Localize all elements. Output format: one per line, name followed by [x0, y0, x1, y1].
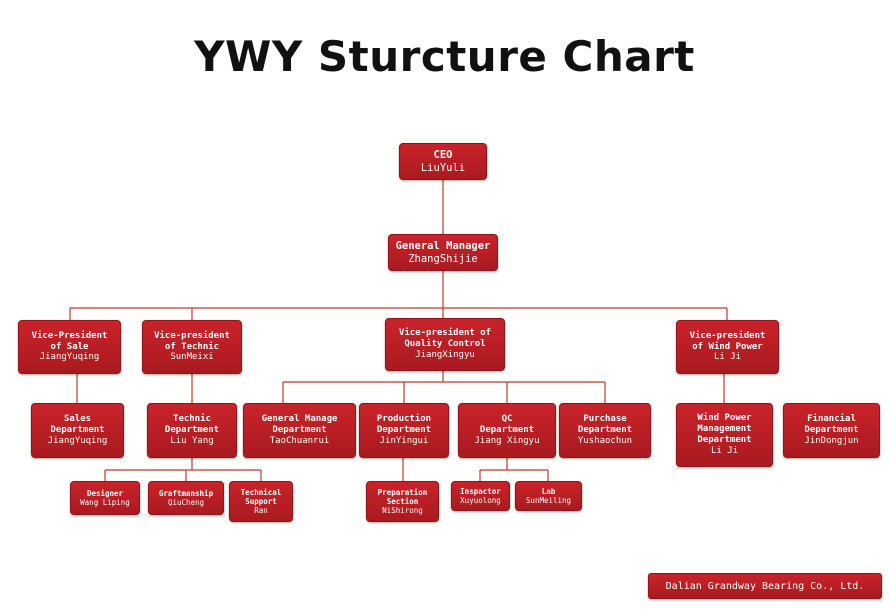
node-preparation-section[interactable]: [366, 481, 439, 522]
node-qc-department-line1: QC: [501, 414, 513, 425]
node-general-manager-line2: ZhangShijie: [408, 252, 478, 265]
node-vp-quality-control-line1: Vice-president of: [398, 328, 492, 339]
node-qc-department[interactable]: [458, 403, 556, 458]
node-qc-department-line2: Department: [479, 425, 535, 436]
node-technic-department-line2: Department: [164, 425, 220, 436]
node-purchase-department-line2: Department: [577, 425, 633, 436]
node-general-manage-department[interactable]: [243, 403, 356, 458]
node-general-manage-department-line1: General Manage: [261, 414, 338, 425]
node-sales-department[interactable]: [31, 403, 124, 458]
node-technical-support-line3: Ran: [254, 506, 268, 516]
node-vp-wind-power-line3: Li Ji: [713, 352, 742, 363]
node-vp-quality-control[interactable]: [385, 318, 505, 371]
node-preparation-section-line2: Section: [386, 496, 419, 506]
node-wind-power-management-department-line2: Management: [697, 424, 752, 435]
node-financial-department[interactable]: [783, 403, 880, 458]
node-vp-wind-power-line1: Vice-president: [689, 330, 766, 341]
node-designer-line1: Designer: [86, 488, 124, 498]
company-footer-banner: [648, 573, 882, 599]
node-graftmanship-line1: Graftmanship: [158, 488, 214, 498]
node-technic-department[interactable]: [147, 403, 237, 458]
node-production-department[interactable]: [359, 403, 449, 458]
node-vp-sale-line3: JiangYuqing: [39, 352, 100, 363]
node-general-manager[interactable]: [388, 234, 498, 271]
node-designer[interactable]: [70, 481, 140, 515]
company-footer-label: Dalian Grandway Bearing Co., Ltd.: [665, 580, 865, 592]
node-inspector-line1: Inspactor: [460, 486, 501, 496]
node-vp-sale[interactable]: [18, 320, 121, 374]
node-purchase-department[interactable]: [559, 403, 651, 458]
node-vp-sale-line2: of Sale: [50, 341, 89, 352]
node-general-manage-department-line3: TaoChuanrui: [269, 435, 330, 446]
node-vp-technic-line3: SunMeixi: [170, 352, 214, 363]
node-financial-department-line2: Department: [804, 425, 859, 436]
node-designer-line2: Wang Liping: [80, 498, 130, 507]
node-production-department-line1: Production: [376, 414, 432, 425]
node-wind-power-management-department-line1: Wind Power: [697, 413, 752, 424]
node-lab-line1: Lab: [541, 486, 556, 496]
node-graftmanship-line2: QiuCheng: [167, 498, 205, 507]
page-title: YWY Sturcture Chart: [194, 32, 695, 81]
node-vp-technic[interactable]: [142, 320, 242, 374]
node-technical-support-line2: Support: [245, 496, 277, 506]
node-vp-quality-control-line2: Quality Control: [404, 339, 486, 350]
node-vp-technic-line1: Vice-president: [154, 330, 230, 341]
node-vp-wind-power-line2: of Wind Power: [692, 341, 763, 352]
node-preparation-section-line1: Preparation: [377, 487, 428, 497]
node-vp-quality-control-line3: JiangXingyu: [415, 349, 475, 360]
node-purchase-department-line1: Purchase: [583, 414, 627, 425]
node-wind-power-management-department[interactable]: [676, 403, 773, 467]
node-technical-support-line1: Technical: [240, 487, 282, 497]
node-vp-sale-line1: Vice-President: [31, 330, 108, 341]
node-ceo-line2: LiuYuli: [420, 161, 466, 174]
node-vp-technic-line2: of Technic: [164, 341, 220, 352]
node-ceo-line1: CEO: [433, 148, 453, 161]
node-sales-department-line1: Sales: [63, 414, 92, 425]
node-graftmanship[interactable]: [148, 481, 224, 515]
node-technical-support[interactable]: [229, 481, 293, 522]
node-sales-department-line3: JiangYuqing: [47, 435, 108, 446]
node-wind-power-management-department-line3: Department: [697, 435, 752, 445]
node-technic-department-line3: Liu Yang: [170, 435, 214, 446]
node-sales-department-line2: Department: [50, 425, 105, 436]
node-lab-line2: SunMeiling: [525, 496, 572, 505]
node-general-manage-department-line2: Department: [272, 425, 327, 436]
node-ceo[interactable]: [399, 143, 487, 180]
node-qc-department-line3: Jiang Xingyu: [474, 435, 540, 446]
node-inspector[interactable]: [451, 481, 510, 511]
node-preparation-section-line3: NiShirong: [382, 506, 423, 516]
node-vp-wind-power[interactable]: [676, 320, 779, 374]
node-technic-department-line1: Technic: [173, 414, 211, 425]
node-production-department-line2: Department: [376, 425, 432, 436]
node-inspector-line2: Xuyuolong: [460, 496, 501, 505]
node-general-manager-line1: General Manager: [395, 239, 491, 252]
node-lab[interactable]: [515, 481, 582, 511]
node-financial-department-line3: JinDongjun: [804, 435, 859, 446]
node-production-department-line3: JinYingui: [379, 435, 429, 446]
node-wind-power-management-department-line4: Li Ji: [710, 445, 739, 456]
node-financial-department-line1: Financial: [807, 414, 856, 425]
node-purchase-department-line3: Yushaochun: [577, 435, 633, 446]
